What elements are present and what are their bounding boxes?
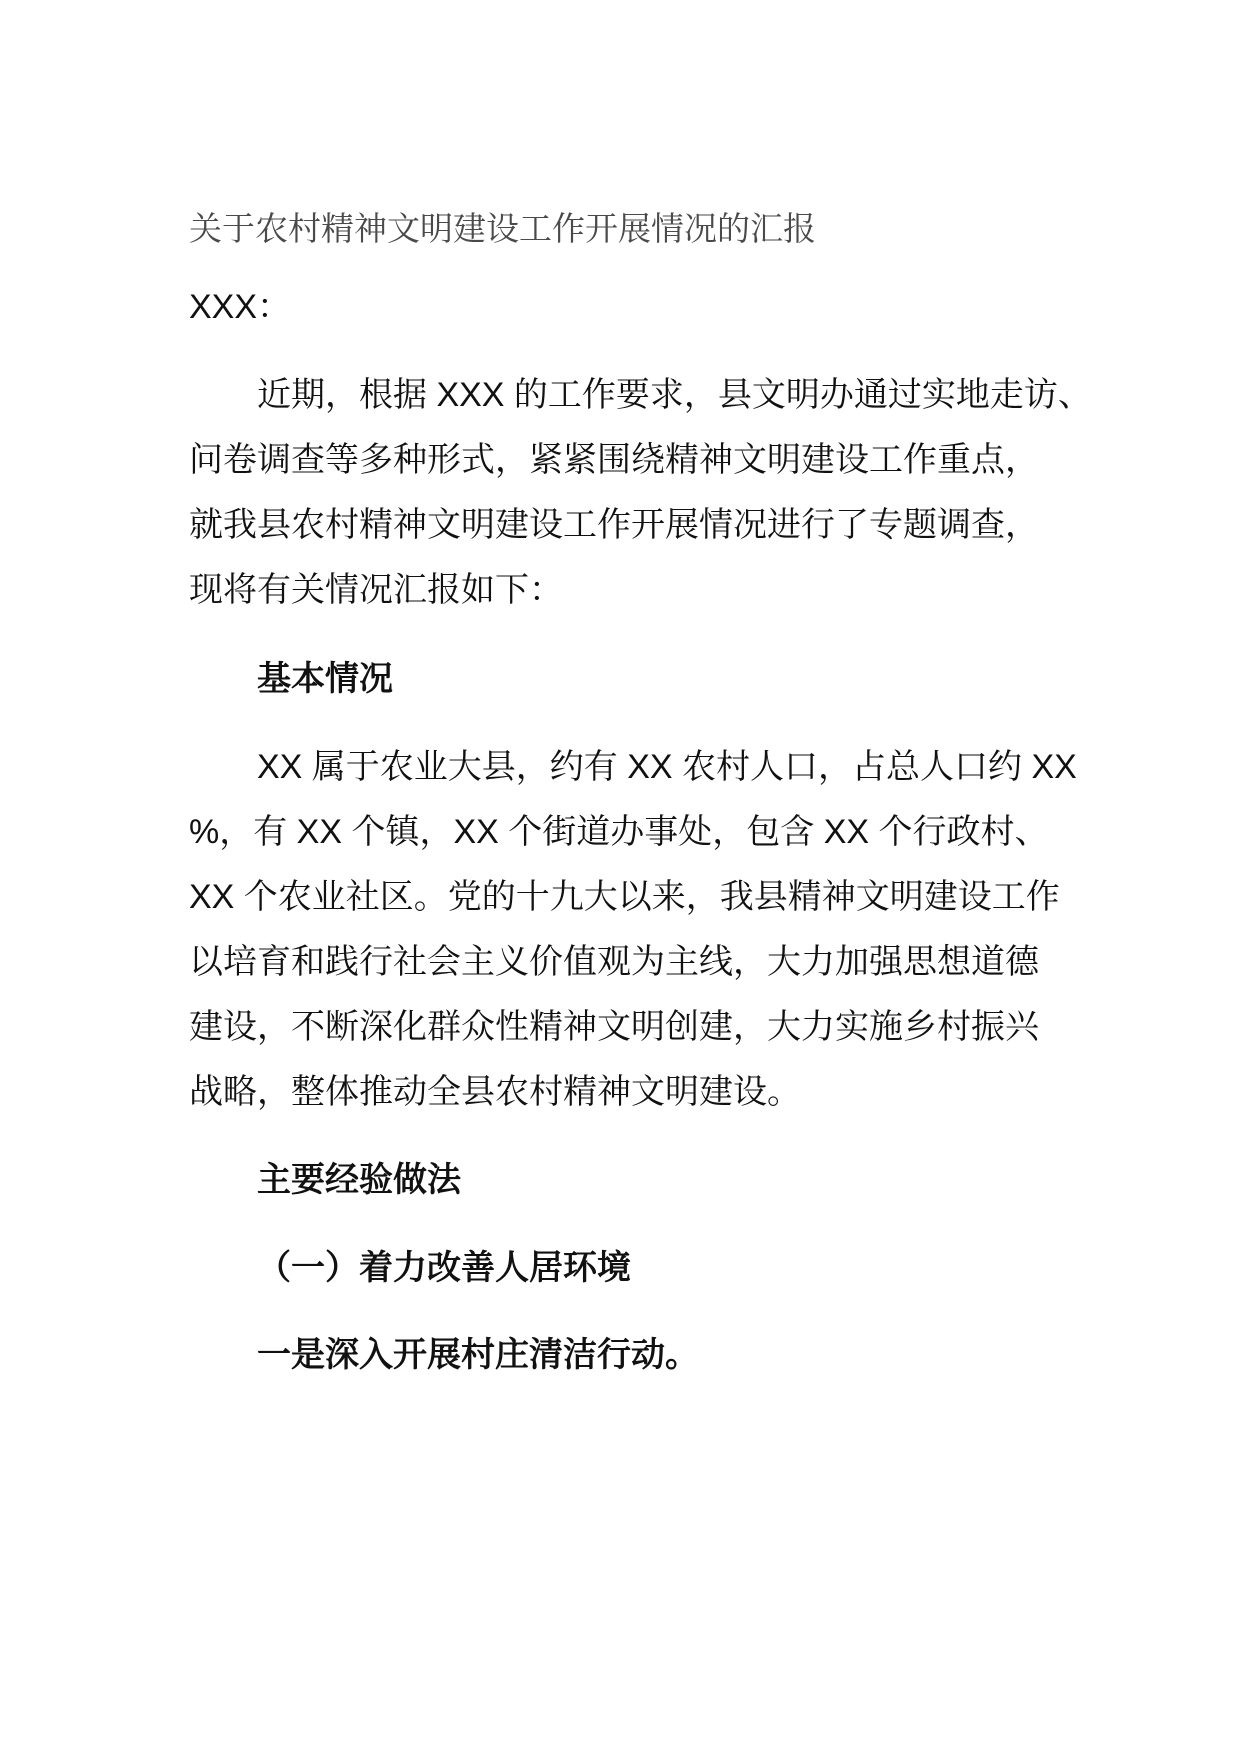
paragraph-line: 就我县农村精神文明建设工作开展情况进行了专题调查， [189, 506, 1039, 544]
paragraph-line: 建设，不断深化群众性精神文明创建，大力实施乡村振兴 [189, 1008, 1039, 1046]
paragraph-line: 近期，根据 XXX 的工作要求，县文明办通过实地走访、 [257, 376, 1092, 414]
section-heading-basic: 基本情况 [257, 660, 393, 698]
point-heading: 一是深入开展村庄清洁行动。 [257, 1336, 699, 1374]
paragraph-line: %，有 XX 个镇，XX 个街道办事处，包含 XX 个行政村、 [189, 813, 1049, 851]
subsection-heading: （一）着力改善人居环境 [257, 1249, 631, 1287]
paragraph-line: XX 个农业社区。党的十九大以来，我县精神文明建设工作 [189, 878, 1060, 916]
document-title: 关于农村精神文明建设工作开展情况的汇报 [189, 210, 816, 247]
section-heading-experience: 主要经验做法 [257, 1161, 461, 1199]
paragraph-line: 以培育和践行社会主义价值观为主线，大力加强思想道德 [189, 943, 1039, 981]
paragraph-line: 现将有关情况汇报如下： [189, 571, 563, 609]
intro-paragraph [189, 363, 1180, 623]
paragraph-line: 问卷调查等多种形式，紧紧围绕精神文明建设工作重点， [189, 441, 1039, 479]
salutation: XXX： [189, 288, 292, 326]
paragraph-line: XX 属于农业大县，约有 XX 农村人口，占总人口约 XX [257, 748, 1077, 786]
paragraph-line: 战略，整体推动全县农村精神文明建设。 [189, 1073, 801, 1111]
basic-paragraph [189, 735, 1180, 1125]
